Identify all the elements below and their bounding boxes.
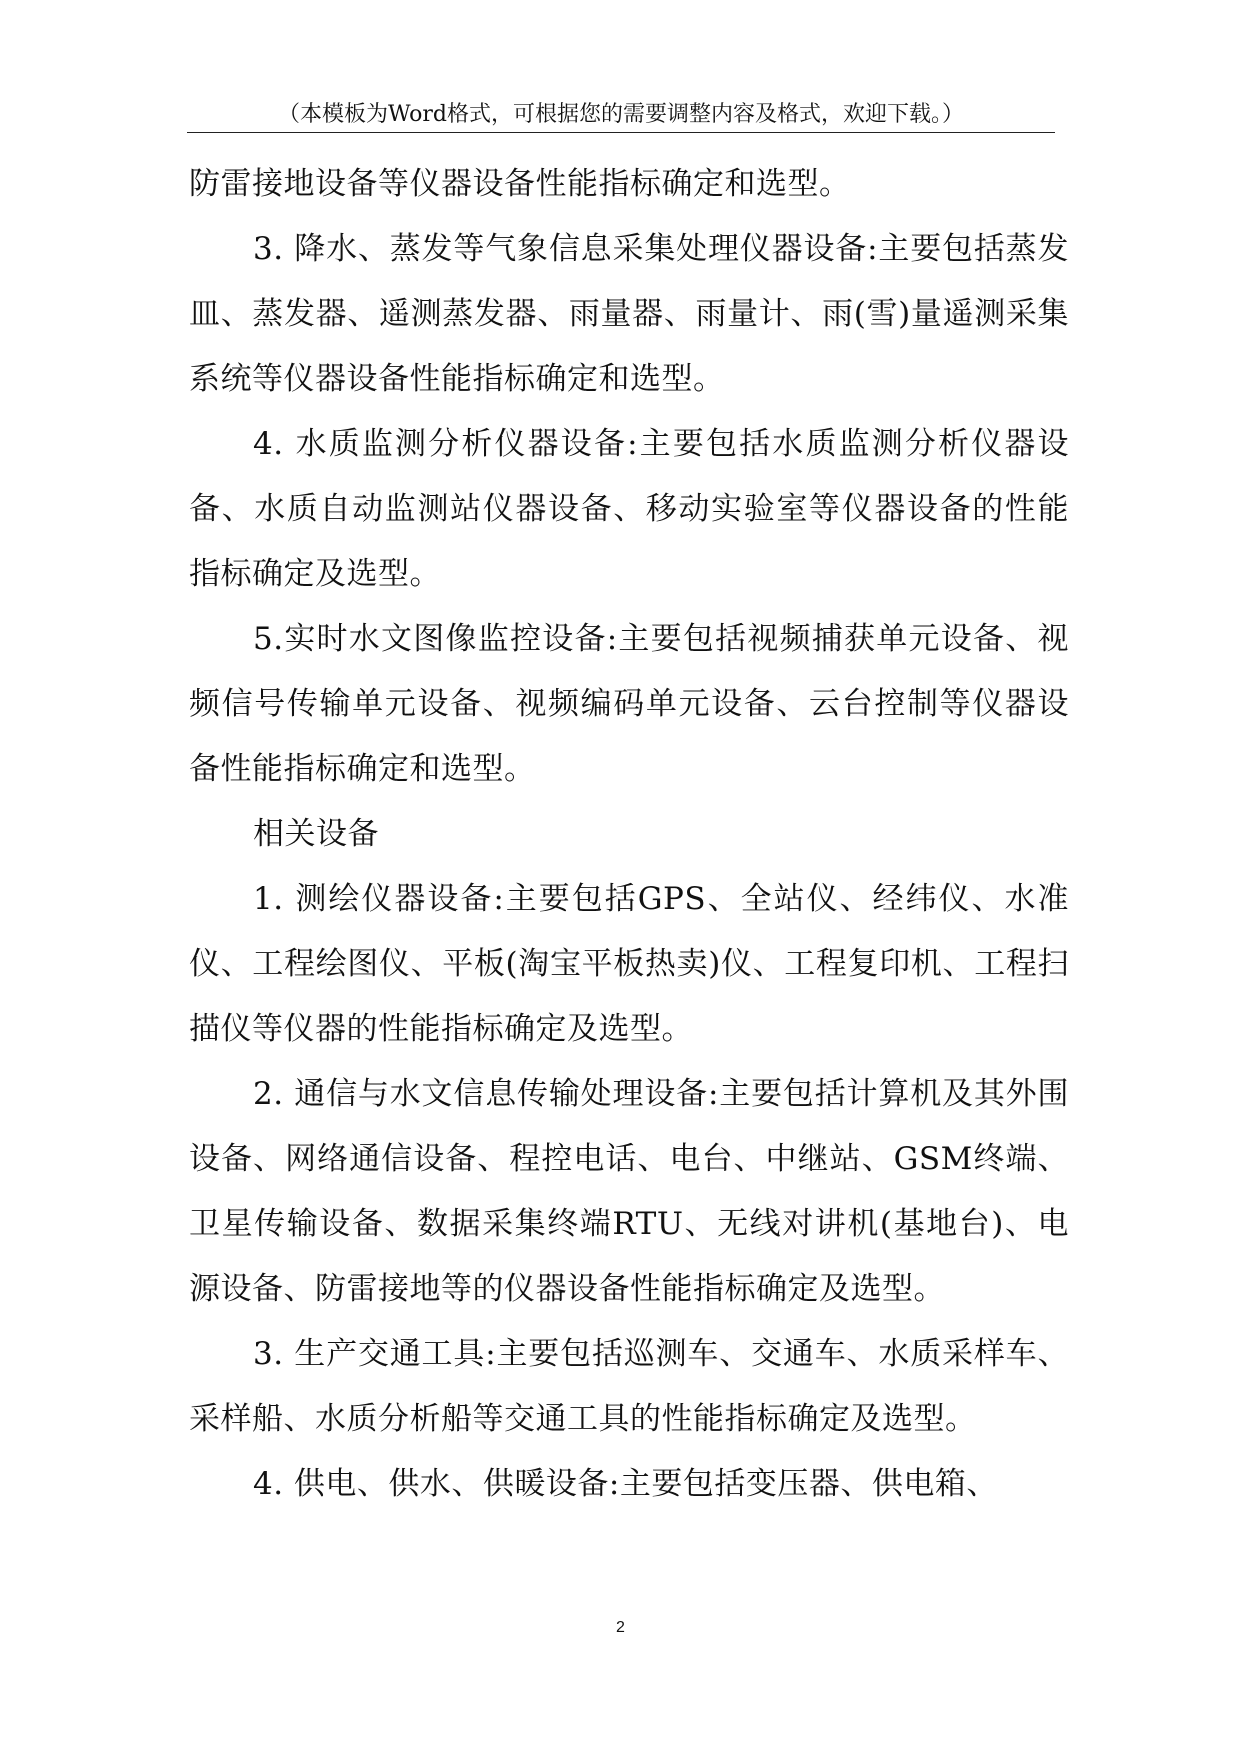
page-number: 2 <box>616 1619 625 1636</box>
paragraph: 4. 水质监测分析仪器设备:主要包括水质监测分析仪器设备、水质自动监测站仪器设备、移动实验室等仪器设备的性能指标确定及选型。 <box>189 426 1069 592</box>
paragraph: 防雷接地设备等仪器设备性能指标确定和选型。 <box>189 166 851 202</box>
document-body <box>189 152 1069 1517</box>
paragraph: 1. 测绘仪器设备:主要包括GPS、全站仪、经纬仪、水准仪、工程绘图仪、平板(淘宝平板热卖)仪、工程复印机、工程扫描仪等仪器的性能指标确定及选型。 <box>189 881 1069 1047</box>
section-heading: 相关设备 <box>253 816 379 852</box>
paragraph: 3. 生产交通工具:主要包括巡测车、交通车、水质采样车、采样船、水质分析船等交通工具的性能指标确定及选型。 <box>189 1336 1069 1437</box>
paragraph: 5.实时水文图像监控设备:主要包括视频捕获单元设备、视频信号传输单元设备、视频编码单元设备、云台控制等仪器设备性能指标确定和选型。 <box>189 621 1069 787</box>
page-header: （本模板为Word格式，可根据您的需要调整内容及格式，欢迎下载。） <box>278 102 964 127</box>
paragraph: 2. 通信与水文信息传输处理设备:主要包括计算机及其外围设备、网络通信设备、程控电话、电台、中继站、GSM终端、卫星传输设备、数据采集终端RTU、无线对讲机(基地台)、电源设备、防雷接地等的仪器设备性能指标确定及选型。 <box>189 1076 1069 1307</box>
paragraph: 4. 供电、供水、供暖设备:主要包括变压器、供电箱、 <box>253 1466 998 1502</box>
header-rule <box>187 132 1055 133</box>
paragraph: 3. 降水、蒸发等气象信息采集处理仪器设备:主要包括蒸发皿、蒸发器、遥测蒸发器、雨量器、雨量计、雨(雪)量遥测采集系统等仪器设备性能指标确定和选型。 <box>189 231 1069 397</box>
